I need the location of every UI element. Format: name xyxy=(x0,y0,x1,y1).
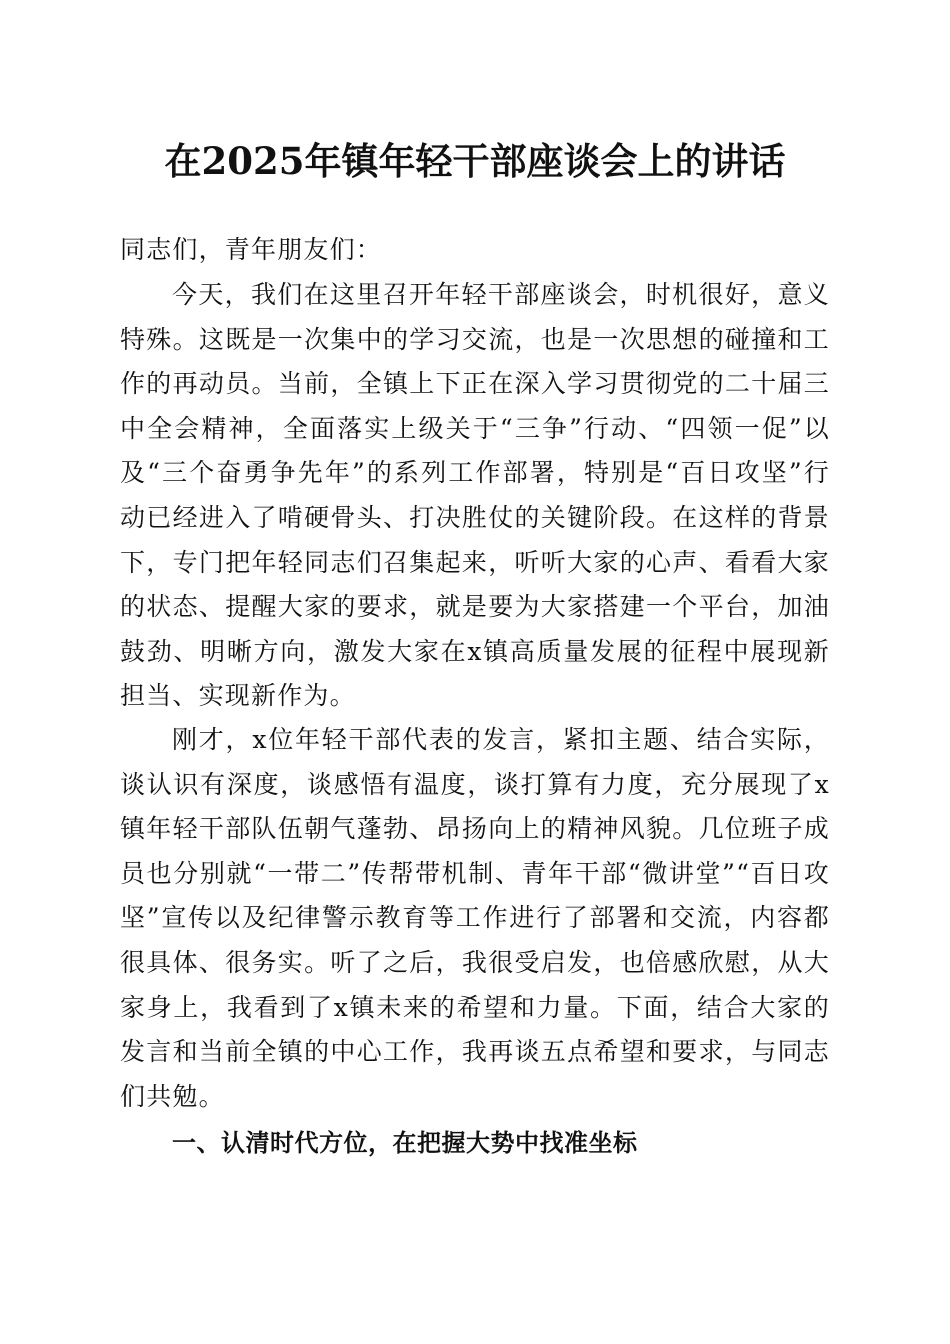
section-heading: 一、认清时代方位，在把握大势中找准坐标 xyxy=(172,1129,638,1157)
salutation: 同志们，青年朋友们： xyxy=(120,235,383,264)
document-title: 在2025年镇年轻干部座谈会上的讲话 xyxy=(164,139,786,183)
paragraph-review: 刚才，x位年轻干部代表的发言，紧扣主题、结合实际，谈认识有深度，谈感悟有温度，谈打算有力度，充分展现了x镇年轻干部队伍朝气蓬勃、昂扬向上的精神风貌。几位班子成员也分别就“一带二”传帮带机制、青年干部“微讲堂”“百日攻坚”宣传以及纪律警示教育等工作进行了部署和交流，内容都很具体、很务实。听了之后，我很受启发，也倍感欣慰，从大家身上，我看到了x镇未来的希望和力量。下面，结合大家的发言和当前全镇的中心工作，我再谈五点希望和要求，与同志们共勉。 xyxy=(120,725,830,1111)
paragraph-opening: 今天，我们在这里召开年轻干部座谈会，时机很好，意义特殊。这既是一次集中的学习交流，也是一次思想的碰撞和工作的再动员。当前，全镇上下正在深入学习贯彻党的二十届三中全会精神，全面落实上级关于“三争”行动、“四领一促”以及“三个奋勇争先年”的系列工作部署，特别是“百日攻坚”行动已经进入了啃硬骨头、打决胜仗的关键阶段。在这样的背景下，专门把年轻同志们召集起来，听听大家的心声、看看大家的状态、提醒大家的要求，就是要为大家搭建一个平台，加油鼓劲、明晰方向，激发大家在x镇高质量发展的征程中展现新担当、实现新作为。 xyxy=(120,280,830,711)
